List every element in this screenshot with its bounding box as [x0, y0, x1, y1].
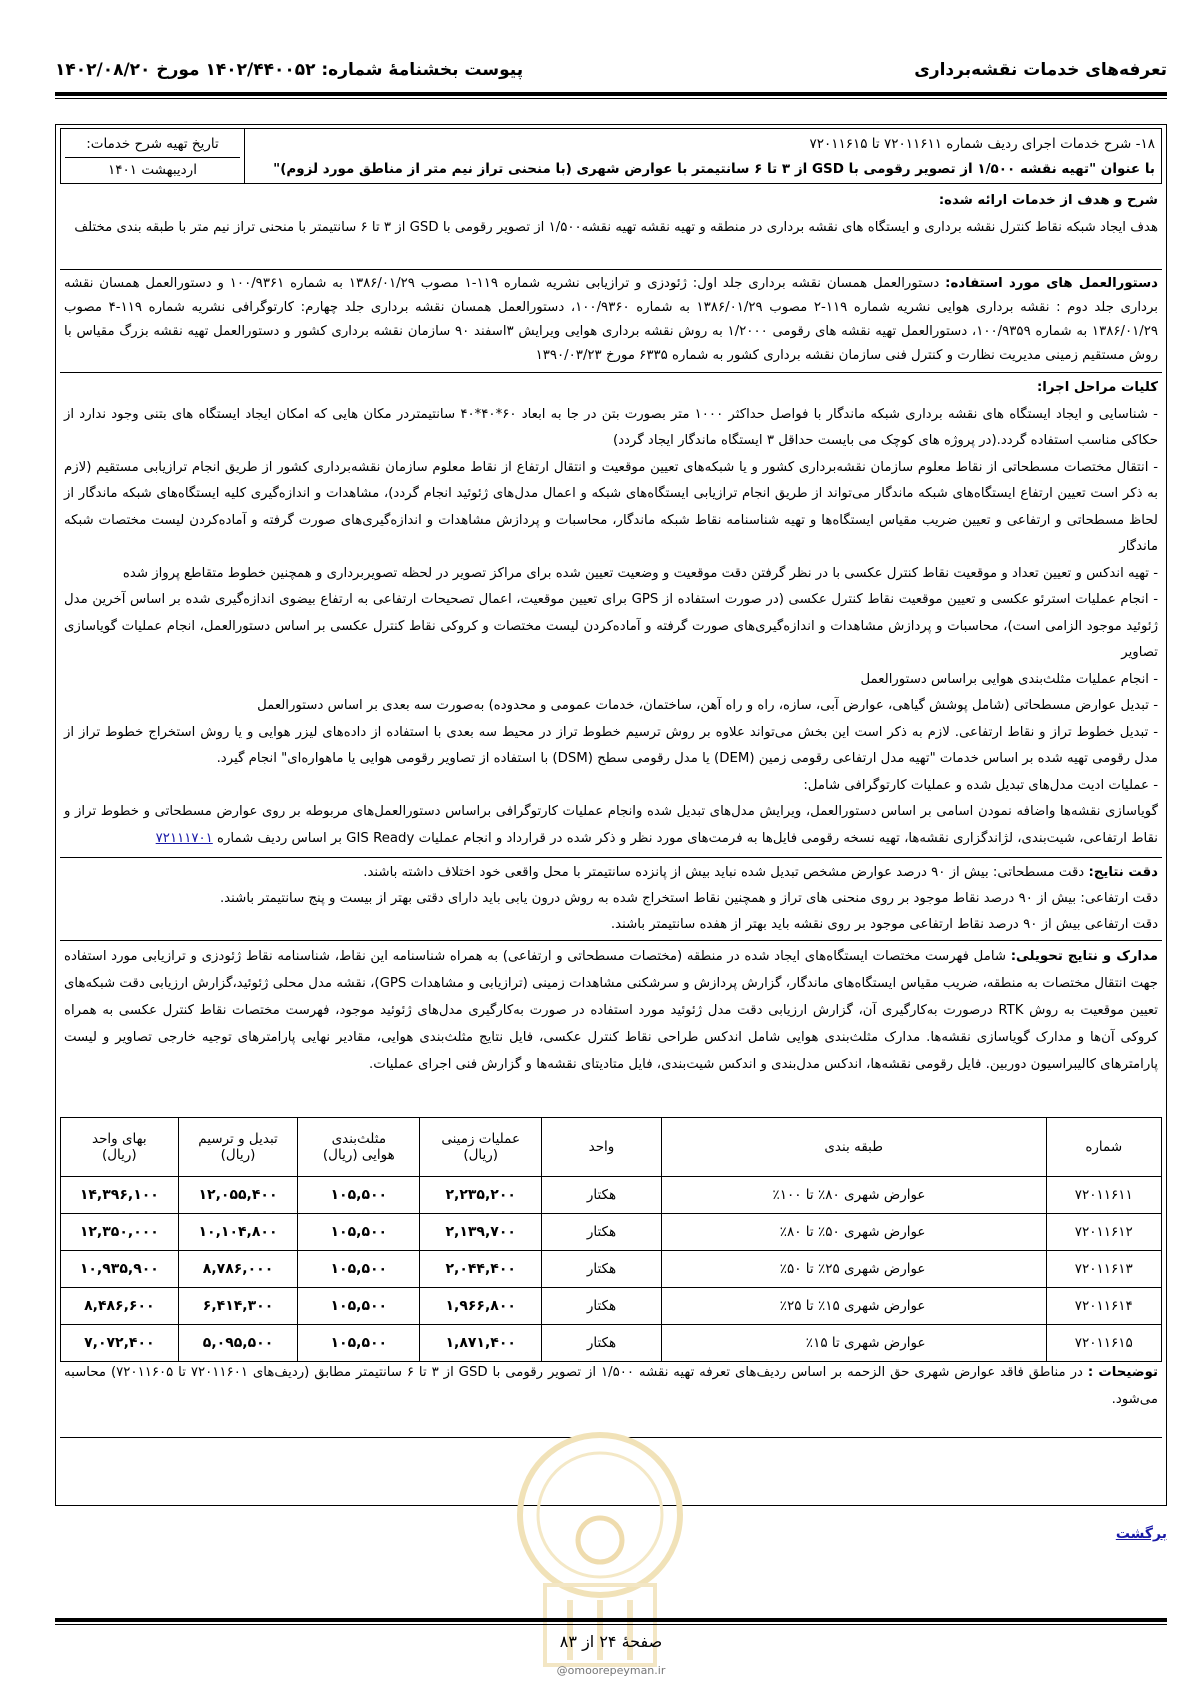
accuracy-section — [60, 860, 1162, 941]
row-category: عوارض شهری تا ۱۵٪ — [661, 1325, 1046, 1362]
service-date-label: تاریخ تهیه شرح خدمات: — [65, 131, 240, 158]
steps-section — [60, 375, 1162, 858]
website-watermark: @omoorepeyman.ir — [556, 1664, 666, 1677]
row-price: ۷,۰۷۲,۴۰۰ — [61, 1325, 179, 1362]
header-rule — [55, 92, 1167, 96]
service-title-box — [60, 128, 1162, 184]
row-convert: ۵,۰۹۵,۵۰۰ — [178, 1325, 298, 1362]
row-number: ۷۲۰۱۱۶۱۱ — [1046, 1177, 1162, 1214]
table-row — [61, 1177, 1162, 1214]
col-ground-currency: (ریال) — [463, 1147, 499, 1163]
deliverables-section — [60, 943, 1162, 1115]
table-row — [61, 1214, 1162, 1251]
col-unit-price-currency: (ریال) — [101, 1147, 137, 1163]
col-unit-price — [61, 1118, 179, 1177]
col-unit-price-title: بهای واحد — [92, 1131, 147, 1147]
step-item-8: - عملیات ادیت مدل‌های تبدیل شده و عملیات کارتوگرافی شامل: — [803, 777, 1158, 793]
table-row — [61, 1251, 1162, 1288]
accuracy-line-3: دقت ارتفاعی بیش از ۹۰ درصد نقاط ارتفاعی موجود بر روی نقشه باید بهتر از هفده سانتیمتر باشند. — [610, 917, 1158, 932]
row-triang: ۱۰۵,۵۰۰ — [298, 1251, 420, 1288]
col-ground — [420, 1118, 542, 1177]
page-number: صفحهٔ ۲۴ از ۸۳ — [559, 1632, 663, 1651]
row-triang: ۱۰۵,۵۰۰ — [298, 1325, 420, 1362]
row-ground: ۱,۸۷۱,۴۰۰ — [420, 1325, 542, 1362]
accuracy-heading: دقت نتایج: — [1088, 865, 1158, 880]
service-line2: با عنوان "تهیه نقشه ۱/۵۰۰ از تصویر رقومی با GSD از ۳ تا ۶ سانتیمتر با عوارض شهری (با منحنی تراز نیم متر از مناطق مورد لزوم)" — [273, 161, 1155, 177]
col-triang-currency: هوایی (ریال) — [322, 1147, 395, 1163]
accuracy-block — [60, 860, 1162, 938]
row-triang: ۱۰۵,۵۰۰ — [298, 1214, 420, 1251]
gis-ready-ref-link[interactable]: ۷۲۱۱۱۷۰۱ — [155, 830, 213, 846]
footer-rule-thin — [55, 1624, 1167, 1625]
col-convert-title: تبدیل و ترسیم — [198, 1131, 278, 1147]
table-row — [61, 1288, 1162, 1325]
purpose-heading: شرح و هدف از خدمات ارائه شده: — [938, 193, 1158, 208]
col-unit: واحد — [542, 1118, 662, 1177]
purpose-section — [60, 187, 1162, 270]
row-unit: هکتار — [542, 1251, 662, 1288]
step-item-2: - انتقال مختصات مسطحاتی از نقاط معلوم سازمان نقشه‌برداری کشور و یا شبکه‌های تعیین موقعیت و انتقال ارتفاع از نقاط معلوم سازمان نقشه‌برداری کشور از طریق انجام ترازیابی مستقیم (لازم به ذکر است تعیین ارتفاع ایستگاه‌های شبکه ماندگار می‌تواند از طریق انجام ترازیابی ایستگاه‌های شبکه و اعمال مدل‌های ژئوئید انجام گردد)، مشاهدات و اندازه‌گیری کلیه ایستگاه‌های شبکه ماندگار از لحاظ مسطحاتی و ارتفاعی و تعیین ضریب مقیاس ایستگاه‌ها و تهیه شناسنامه نقاط شبکه ماندگار، محاسبات و پردازش مشاهدات و اندازه‌گیری‌های صورت گرفته و آماده‌کردن لیست مختصات شبکه ماندگار — [64, 459, 1158, 554]
step-item-9-text: گویاسازی نقشه‌ها واضافه نمودن اسامی بر اساس دستورالعمل، ویرایش مدل‌های تبدیل شده وانجام عملیات کارتوگرافی براساس دستورالعمل‌های مربوطه بر روی عوارض مسطحاتی و خطوط تراز و نقاط ارتفاعی، شیت‌بندی، لژاندگزاری نقشه‌ها، تهیه نسخه رقومی فایل‌ها به فرمت‌های مورد نظر و ذکر شده در قرارداد و انجام عملیات GIS Ready بر اساس ردیف شماره — [64, 804, 1158, 846]
row-price: ۸,۴۸۶,۶۰۰ — [61, 1288, 179, 1325]
header-circular-ref: پیوست بخشنامهٔ شماره: ۱۴۰۲/۴۴۰۰۵۲ مورخ ۱۴۰۲/۰۸/۲۰ — [55, 60, 524, 80]
col-number: شماره — [1046, 1118, 1162, 1177]
row-number: ۷۲۰۱۱۶۱۳ — [1046, 1251, 1162, 1288]
header-rule-thin — [55, 98, 1167, 99]
steps-block — [60, 375, 1162, 852]
row-ground: ۲,۱۳۹,۷۰۰ — [420, 1214, 542, 1251]
row-number: ۷۲۰۱۱۶۱۴ — [1046, 1288, 1162, 1325]
notes-text: در مناطق فاقد عوارض شهری حق الزحمه بر اساس ردیف‌های تعرفه تهیه نقشه ۱/۵۰۰ از تصویر رقومی با GSD از ۳ تا ۶ سانتیمتر مطابق (ردیف‌های ۷۲۰۱۱۶۰۱ تا ۷۲۰۱۱۶۰۵) محاسبه می‌شود. — [64, 1365, 1158, 1407]
header-title: تعرفه‌های خدمات نقشه‌برداری — [914, 60, 1167, 80]
purpose-block — [60, 187, 1162, 241]
accuracy-line-2: دقت ارتفاعی: بیش از ۹۰ درصد نقاط موجود بر روی منحنی های تراز و همچنین نقاط استخراج شده به روش درون یابی باید دارای دقتی بهتر از بیست و پنج سانتیمتر باشند. — [219, 891, 1158, 906]
content-frame — [55, 124, 1167, 1506]
standards-block — [60, 272, 1162, 368]
row-price: ۱۲,۳۵۰,۰۰۰ — [61, 1214, 179, 1251]
col-ground-title: عملیات زمینی — [441, 1131, 521, 1147]
standards-section — [60, 272, 1162, 373]
row-price: ۱۴,۳۹۶,۱۰۰ — [61, 1177, 179, 1214]
service-title-cell — [245, 129, 1162, 184]
standards-text: دستورالعمل همسان نقشه برداری جلد اول: ژئودزی و ترازیابی نشریه شماره ۱۱۹-۱ مصوب ۱۳۸۶/۰۱/۲۹ به شماره ۱۰۰/۹۳۶۱ و دستورالعمل همسان نقشه برداری جلد دوم : نقشه برداری هوایی نشریه شماره ۱۱۹-۲ مصوب ۱۳۸۶/۰۱/۲۹ به شماره ۱۰۰/۹۳۶۰، دستورالعمل همسان نقشه برداری جلد چهارم: کارتوگرافی نشریه شماره ۱۱۹-۴ مصوب ۱۳۸۶/۰۱/۲۹ به شماره ۱۰۰/۹۳۵۹، دستورالعمل تهیه نقشه های رقومی ۱/۲۰۰۰ به روش نقشه برداری هوایی ویرایش ۳اسفند ۹۰ سازمان نقشه برداری کشور و دستورالعمل تهیه نقشه بزرگ مقیاس با روش مستقیم زمینی مدیریت نظارت و کنترل فنی سازمان نقشه برداری کشور به شماره ۶۳۳۵ مورخ ۱۳۹۰/۰۳/۲۳ — [64, 276, 1159, 363]
step-item-5: - انجام عملیات مثلث‌بندی هوایی براساس دستورالعمل — [860, 671, 1158, 687]
page — [55, 0, 1167, 1685]
purpose-text: هدف ایجاد شبکه نقاط کنترل نقشه برداری و ایستگاه های نقشه برداری در منطقه و تهیه نقشه تهیه نقشه۱/۵۰۰ از تصویر رقومی با GSD از ۳ تا ۶ سانتیمتر با منحنی تراز نیم متر با طبقه بندی مختلف — [74, 220, 1158, 235]
back-link[interactable]: برگشت — [1115, 1526, 1167, 1542]
step-item-3: - تهیه اندکس و تعیین تعداد و موقعیت نقاط کنترل عکسی با در نظر گرفتن دقت موقعیت و وضعیت تعیین شده برای مراکز تصویر در لحظه تصویربرداری و همچنین خطوط متقاطع پرواز شده — [122, 565, 1158, 581]
row-number: ۷۲۰۱۱۶۱۵ — [1046, 1325, 1162, 1362]
row-category: عوارض شهری ۱۵٪ تا ۲۵٪ — [661, 1288, 1046, 1325]
row-unit: هکتار — [542, 1214, 662, 1251]
row-number: ۷۲۰۱۱۶۱۲ — [1046, 1214, 1162, 1251]
notes-block — [60, 1355, 1162, 1413]
deliverables-text: شامل فهرست مختصات ایستگاه‌های ایجاد شده در منطقه (مختصات مسطحاتی و ارتفاعی) به همراه شناسنامه این نقاط، شناسنامه نقاط ژئودزی و ترازیابی مورد استفاده جهت انتقال مختصات به منطقه، ضریب مقیاس ایستگاه‌های ماندگار، گزارش پردازش و سرشکنی مشاهدات زمینی (ترازیابی و مشاهدات GPS)، نقشه مدل محلی ژئوئید،گزارش ارزیابی دقت شبکه‌های تعیین موقعیت به روش RTK درصورت به‌کارگیری آن، گزارش ارزیابی دقت مدل ژئوئید مورد استفاده در صورت به‌کارگیری مدل‌های ژئوئید موجود، فهرست مختصات نقاط کنترل عکسی به همراه کروکی آن‌ها و مدارک گویاسازی نقشه‌ها. مدارک مثلث‌بندی هوایی شامل اندکس طراحی نقاط کنترل عکسی، فایل نتایج مثلث‌بندی هوایی، مقادیر نهایی پارامترهای توجیه خارجی تصاویر و لیست پارامترهای کالیبراسیون دوربین. فایل رقومی نقشه‌ها، اندکس مدل‌بندی و اندکس شیت‌بندی، فایل متادیتای نقشه‌ها و گزارش فنی اجرای عملیات. — [64, 949, 1158, 1072]
notes-heading: توضیحات : — [1087, 1365, 1158, 1380]
row-unit: هکتار — [542, 1177, 662, 1214]
row-category: عوارض شهری ۸۰٪ تا ۱۰۰٪ — [661, 1177, 1046, 1214]
row-category: عوارض شهری ۵۰٪ تا ۸۰٪ — [661, 1214, 1046, 1251]
row-triang: ۱۰۵,۵۰۰ — [298, 1288, 420, 1325]
service-date-cell — [61, 129, 245, 184]
row-ground: ۲,۰۴۴,۴۰۰ — [420, 1251, 542, 1288]
col-triang — [298, 1118, 420, 1177]
footer-rule — [55, 1618, 1167, 1622]
row-convert: ۱۲,۰۵۵,۴۰۰ — [178, 1177, 298, 1214]
row-triang: ۱۰۵,۵۰۰ — [298, 1177, 420, 1214]
row-ground: ۲,۲۳۵,۲۰۰ — [420, 1177, 542, 1214]
row-category: عوارض شهری ۲۵٪ تا ۵۰٪ — [661, 1251, 1046, 1288]
price-table — [60, 1117, 1162, 1362]
col-triang-title: مثلث‌بندی — [331, 1131, 387, 1147]
deliverables-heading: مدارک و نتایج تحویلی: — [1010, 949, 1158, 964]
step-item-9 — [64, 799, 1158, 852]
row-ground: ۱,۹۶۶,۸۰۰ — [420, 1288, 542, 1325]
row-unit: هکتار — [542, 1325, 662, 1362]
service-line1: ۱۸- شرح خدمات اجرای ردیف شماره ۷۲۰۱۱۶۱۱ تا ۷۲۰۱۱۶۱۵ — [809, 136, 1155, 152]
steps-heading: کلیات مراحل اجرا: — [1036, 380, 1158, 395]
deliverables-block — [60, 943, 1162, 1078]
row-unit: هکتار — [542, 1288, 662, 1325]
col-category: طبقه بندی — [661, 1118, 1046, 1177]
step-item-6: - تبدیل عوارض مسطحاتی (شامل پوشش گیاهی، عوارض آبی، سازه، راه و راه آهن، ساختمان، خدمات عمومی و محدوده) به‌صورت سه بعدی بر اساس دستورالعمل — [257, 698, 1158, 713]
accuracy-planimetric: دقت مسطحاتی: بیش از ۹۰ درصد عوارض مشخص تبدیل شده نباید بیش از پانزده سانتیمتر با محل واقعی خود اختلاف داشته باشند. — [363, 865, 1089, 880]
col-convert — [178, 1118, 298, 1177]
standards-heading: دستورالعمل های مورد استفاده: — [945, 276, 1159, 291]
price-table-header — [61, 1118, 1162, 1177]
step-item-7: - تبدیل خطوط تراز و نقاط ارتفاعی. لازم به ذکر است این بخش می‌تواند علاوه بر روش ترسیم خطوط تراز در محیط سه بعدی با استفاده از داده‌های لیزر هوایی و یا روش استخراج خطوط تراز از مدل رقومی تهیه شده بر اساس خدمات "تهیه مدل ارتفاعی رقومی زمین (DEM) یا مدل رقومی سطح (DSM) با استفاده از تصاویر رقومی هوایی یا ماهواره‌ای" انجام گیرد. — [64, 724, 1158, 766]
page-header — [55, 60, 1167, 88]
service-date-value: اردیبهشت ۱۴۰۱ — [108, 162, 197, 178]
row-convert: ۶,۴۱۴,۳۰۰ — [178, 1288, 298, 1325]
row-convert: ۸,۷۸۶,۰۰۰ — [178, 1251, 298, 1288]
step-item-1: - شناسایی و ایجاد ایستگاه های نقشه برداری شبکه ماندگار با فواصل حداکثر ۱۰۰۰ متر بصورت بتن در جا به ابعاد ۶۰*۴۰*۴۰ سانتیمتردر مکان هایی که امکان ایجاد ایستگاه های بتنی وجود ندارد از حکاکی مناسب استفاده گردد.(در پروژه های کوچک می بایست حداقل ۳ ایستگاه ماندگار ایجاد گردد) — [64, 406, 1158, 448]
col-convert-currency: (ریال) — [220, 1147, 256, 1163]
step-item-4: - انجام عملیات استرئو عکسی و تعیین موقعیت نقاط کنترل عکسی (در صورت استفاده از GPS برای تعیین موقعیت، اعمال تصحیحات ارتفاعی به ارتفاع بیضوی اندازه‌گیری شده بر اساس آخرین مدل ژئوئید موجود الزامی است)، محاسبات و پردازش مشاهدات و اندازه‌گیری‌های صورت گرفته و آماده‌کردن لیست مختصات و کروکی نقاط کنترل عکسی بر اساس دستورالعمل، انجام عملیات گویاسازی تصاویر — [64, 592, 1159, 660]
row-convert: ۱۰,۱۰۴,۸۰۰ — [178, 1214, 298, 1251]
row-price: ۱۰,۹۳۵,۹۰۰ — [61, 1251, 179, 1288]
accuracy-line-1 — [64, 860, 1158, 886]
